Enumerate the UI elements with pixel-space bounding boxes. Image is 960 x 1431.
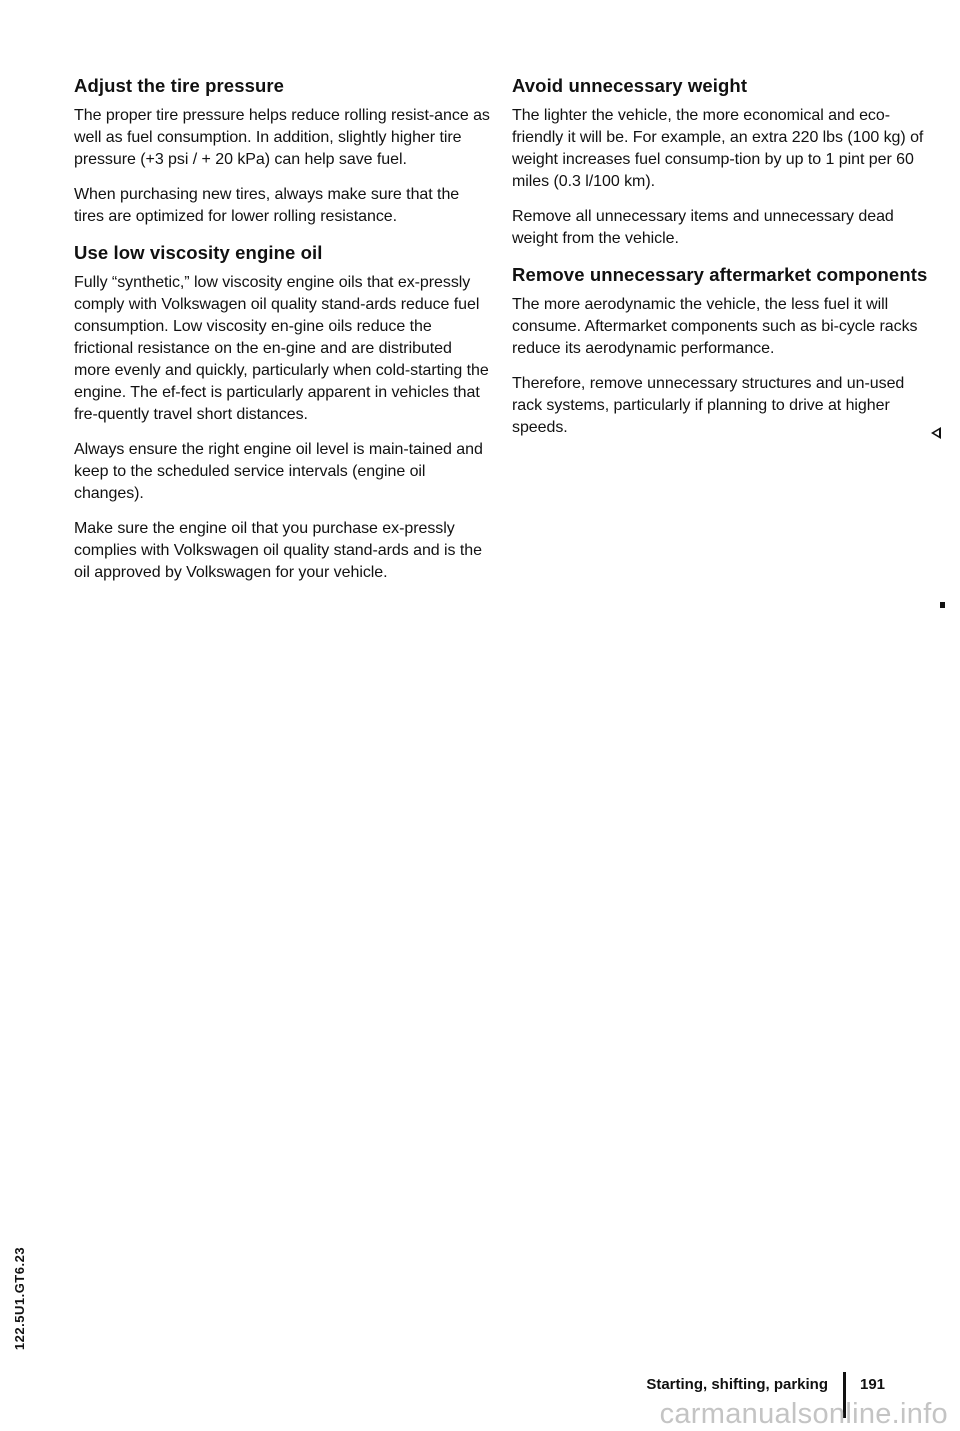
- heading-aftermarket: Remove unnecessary aftermarket components: [512, 264, 928, 285]
- paragraph: Therefore, remove unnecessary structures and un-used rack systems, particularly if planning to drive at higher speeds.: [512, 375, 905, 436]
- section-weight: [512, 74, 930, 250]
- square-bullet-icon: [940, 602, 945, 608]
- document-code: [10, 1233, 30, 1363]
- paragraph: The lighter the vehicle, the more economical and eco-friendly it will be. For example, an extra 220 lbs (100 kg) of weight increases fuel consump-tion by up to 1 pint per 60 miles (0.3 l/100 km).: [512, 107, 924, 190]
- footer-section-title: Starting, shifting, parking: [646, 1376, 828, 1393]
- paragraph: Always ensure the right engine oil level is main-tained and keep to the scheduled service intervals (engine oil changes).: [74, 441, 483, 502]
- section-tire-pressure: [74, 74, 492, 228]
- right-column: [512, 74, 930, 452]
- heading-weight: Avoid unnecessary weight: [512, 75, 748, 96]
- paragraph: Fully “synthetic,” low viscosity engine oils that ex-pressly comply with Volkswagen oil quality stand-ards reduce fuel consumption. Low viscosity en-gine oils reduce the frictional resistance on the en-gine and are distributed more evenly and quickly, particularly when cold-starting the engine. The ef-fect is particularly apparent in vehicles that fre-quently travel short distances.: [74, 274, 489, 423]
- triangle-left-icon: [931, 427, 941, 439]
- page-number: 191: [860, 1376, 886, 1393]
- paragraph: The more aerodynamic the vehicle, the less fuel it will consume. Aftermarket components such as bi-cycle racks reduce its aerodynamic performance.: [512, 296, 918, 357]
- left-column: [74, 74, 492, 597]
- paragraph: When purchasing new tires, always make sure that the tires are optimized for lower rolling resistance.: [74, 186, 460, 225]
- watermark: carmanualsonline.info: [659, 1398, 948, 1430]
- paragraph: Make sure the engine oil that you purchase ex-pressly complies with Volkswagen oil quality stand-ards and is the oil approved by Volkswagen for your vehicle.: [74, 520, 482, 581]
- section-aftermarket: [512, 263, 930, 439]
- section-engine-oil: [74, 241, 492, 584]
- heading-engine-oil: Use low viscosity engine oil: [74, 242, 323, 263]
- heading-tire-pressure: Adjust the tire pressure: [74, 75, 285, 96]
- document-code-text: 122.5U1.GT6.23: [12, 1246, 28, 1350]
- paragraph: Remove all unnecessary items and unnecessary dead weight from the vehicle.: [512, 208, 894, 247]
- paragraph: The proper tire pressure helps reduce rolling resist-ance as well as fuel consumption. In addition, slightly higher tire pressure (+3 psi / + 20 kPa) can help save fuel.: [74, 107, 490, 168]
